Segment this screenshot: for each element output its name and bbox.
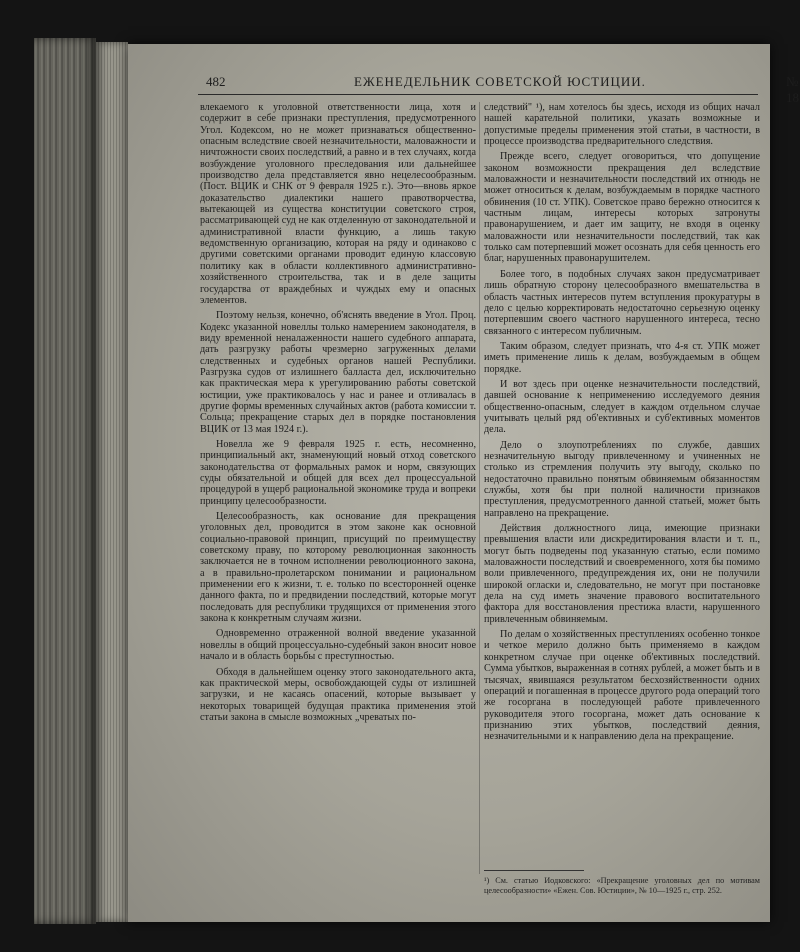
column-divider	[479, 102, 480, 874]
footnote-rule	[484, 870, 584, 871]
paragraph: Новелла же 9 февраля 1925 г. есть, несомненно, принципиальный акт, знаменующий новый отход советского законодательства от формальных рамок и норм, связующих суды обязательной и общей для всех дел процессуальной процедурой в ущерб рациональной экономике труда и вопреки принципу целесообразности.	[200, 438, 476, 507]
paragraph: Действия должностного лица, имеющие признаки превышения власти или дискредитирования власти и т. п., могут быть подведены под указанную статью, если помимо маловажности последствий и своевременного, хотя бы помимо воли привлеченного, предупреждения их, они не получили широкой огласки и, следовательно, не могут при постановке дела на суд иметь значение правового воспитательного фактора для восстановления престижа власти, нарушенного привлеченным обвиняемым.	[484, 523, 760, 625]
paragraph: Прежде всего, следует оговориться, что допущение законом возможности прекращения дел вследствие маловажности и незначительности последствий их отнюдь не может относиться к делам, возбуждаемым в порядке частного обвинения (10 ст. УПК). Советское право бережно относится к частным лицам, интересы которых затронуты правонарушением, и дает им защиту, не входя в оценку маловажности или незначительности последствий, так как только сам потерпевший может осознать для себя ценность его благ, нарушенных правонарушителем.	[484, 151, 760, 265]
header-rule	[198, 94, 758, 95]
paragraph: Дело о злоупотреблениях по службе, давших незначительную выгоду привлеченному и учиненных не столько из стремления получить эту выгоду, сколько по недостаточно правильно понятым обвиняемым обязанностям службы, хотя бы при полной наличности признаков преступления, предусмотренного данной статьей, может быть направлено на прекращение.	[484, 439, 760, 519]
journal-page	[128, 44, 799, 922]
paragraph: следствий" ¹), нам хотелось бы здесь, исходя из общих начал нашей карательной политики, указать возможные и допустимые пределы применения этой статьи, в частности, в процессе производства предварительного следствия.	[484, 102, 760, 148]
page-edges	[96, 42, 128, 922]
journal-title: ЕЖЕНЕДЕЛЬНИК СОВЕТСКОЙ ЮСТИЦИИ.	[354, 74, 646, 89]
paragraph: Более того, в подобных случаях закон предусматривает лишь обратную сторону целесообразного вмешательства в область частных интересов путем вступления прокуратуры в дело с целью корректировать недостаточно серьезную оценку потерпевшим своего частного нарушенного интереса, тесно связанного с интересом публичным.	[484, 268, 760, 337]
paragraph: Обходя в дальнейшем оценку этого законодательного акта, как практической меры, освобождающей суды от излишней загрузки, и не касаясь опасений, которые вызывает у некоторых товарищей будущая практика применения этой статьи закона в смысле возможных „чреватых по-	[200, 666, 476, 723]
paragraph: влекаемого к уголовной ответственности лица, хотя и содержит в себе признаки преступления, предусмотренного Угол. Кодексом, но не может признаваться общественно-опасным вследствие своей незначительности, маловажности и ничтожности своих последствий, а равно и в тех случаях, когда возбуждение уголовного преследования или дальнейшее производство дела представляется явно нецелесообразным. (Пост. ВЦИК и СНК от 9 февраля 1925 г.). Это—вновь яркое доказательство диалектики нашего правотворчества, вытекающей из существа конституции советского строя, рассматривающей суд не как отделенную от законодательной и административной власти функцию, а лишь такую ведомственную организацию, которая на ряду и одинаково с другими советскими органами проводит единую классовую политику как в области коллективного административно-хозяйственного строительства, так и в деле защиты государства от враждебных и чуждых ему и опасных элементов.	[200, 102, 476, 306]
left-column	[200, 102, 476, 727]
paragraph: По делам о хозяйственных преступлениях особенно тонкое и четкое мерило должно быть применяемо в каждом конкретном случае при оценке об'ективных последствий. Сумма убытков, выраженная в сотнях рублей, а может быть и в тысячах, явившаяся результатом бесхозяйственности одних операций и погашенная в процессе другого рода операций того же госоргана в последующей работе привлеченного руководителя этого госоргана, может дать основание к признанию этих убытков, последствий деяния, незначительными и к направлению дела на прекращение.	[484, 629, 760, 743]
issue-number: № 18	[786, 74, 799, 105]
book-spine	[34, 38, 96, 924]
paragraph: И вот здесь при оценке незначительности последствий, давшей основание к неприменению исследуемого деяния общественно-опасным, следует в каждом отдельном случае учитывать целый ряд об'ективных и суб'ективных моментов дела.	[484, 378, 760, 436]
paragraph: Таким образом, следует признать, что 4-я ст. УПК может иметь применение лишь к делам, возбуждаемым в общем порядке.	[484, 340, 760, 375]
right-column	[484, 102, 760, 747]
footnote: ¹) См. статью Иодковского: «Прекращение уголовных дел по мотивам целесообразности» «Ежен. Сов. Юстиции», № 10—1925 г., стр. 252.	[484, 876, 760, 895]
paragraph: Поэтому нельзя, конечно, об'яснять введение в Угол. Проц. Кодекс указанной новеллы только намерением законодателя, в виду временной неналаженности нашего судебного аппарата, дать разгрузку работы чрезмерно загруженных делами следственных и судебных органов нашей Республики. Разгрузка судов от излишнего балласта дел, исключительно как практическая мера к урегулированию работы советской юстиции, уже практиковалось у нас и ранее и отливалась в другие формы временных случайных актов (работа комиссии т. Сольца; прекращение старых дел в порядке постановления ВЦИК от 13 мая 1924 г.).	[200, 310, 476, 435]
page-number: 482	[206, 74, 226, 89]
paragraph: Одновременно отраженной волной введение указанной новеллы в общий процессуально-судебный закон вносит новое начало и в область борьбы с преступностью.	[200, 628, 476, 663]
paragraph: Целесообразность, как основание для прекращения уголовных дел, проводится в этом законе как основной социально-правовой принцип, присущий по преимуществу советскому праву, по которому революционная законность заключается не в точном исполнении революционного закона, а в правильно-пролетарском понимании и рациональном применении его к жизни, т. е. только по всесторонней оценке данного факта, по и предвидении последствий, которые могут последовать для республики трудящихся от применения этого закона к конкретным случаям жизни.	[200, 511, 476, 625]
running-header	[206, 74, 800, 105]
